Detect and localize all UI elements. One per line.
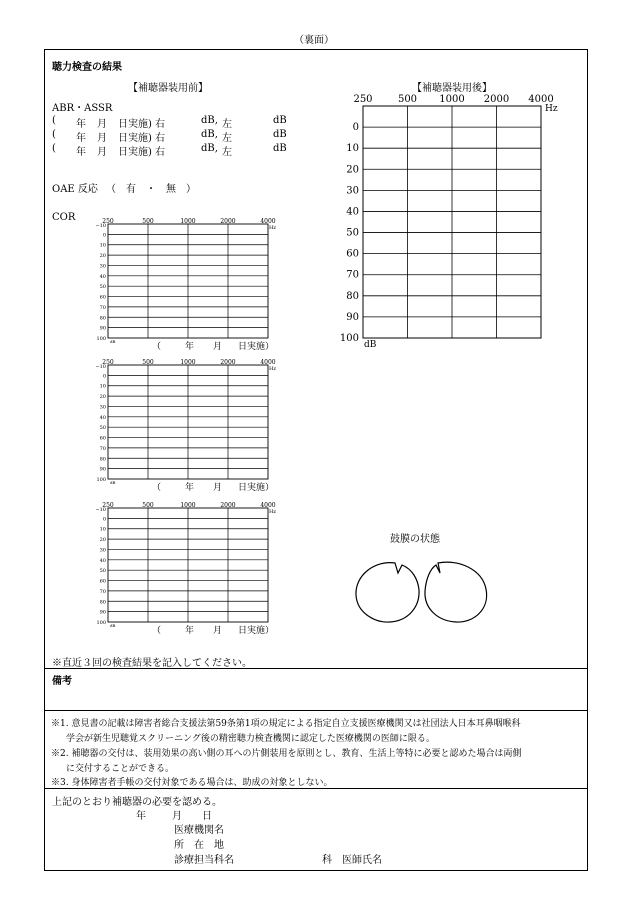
db-label: 50 <box>99 425 106 432</box>
divider-remarks-bottom <box>44 710 587 711</box>
db-label: 70 <box>99 588 106 595</box>
date-line-text: （ <box>152 483 162 493</box>
db-label: 30 <box>99 404 106 411</box>
note-line: ※1. 意見書の記載は障害者総合支援法第59条第1項の規定による指定自立支援医療機関又は社団法人日本耳鼻咽喉科 <box>51 719 521 729</box>
db-label: 30 <box>99 547 106 554</box>
abr-year: 年 <box>76 133 86 144</box>
abr-month: 月 <box>97 147 107 158</box>
date-line-text: （ <box>152 626 162 636</box>
db-label: 10 <box>99 526 106 533</box>
abr-year: 年 <box>76 147 86 158</box>
abr-label: ABR・ASSR <box>52 103 113 114</box>
abr-month: 月 <box>97 133 107 144</box>
before-heading: 【補聴器装用前】 <box>128 83 208 94</box>
db-label: 100 <box>96 620 106 626</box>
abr-right: 右 <box>155 133 165 144</box>
freq-label: 4000 <box>528 94 554 105</box>
freq-label: 1000 <box>180 359 196 366</box>
abr-db-left: dB <box>273 143 287 154</box>
freq-label: 500 <box>142 359 154 366</box>
db-label: 50 <box>99 284 106 291</box>
approval-text: 上記のとおり補聴器の必要を認める。 <box>52 797 222 808</box>
section-title: 聴力検査の結果 <box>52 62 122 73</box>
db-label: 20 <box>346 164 359 176</box>
remarks-label: 備考 <box>52 676 72 687</box>
note-line: ※3. 身体障害者手帳の交付対象である場合は、助成の対象としない。 <box>51 778 333 788</box>
freq-label: 250 <box>102 502 114 509</box>
cor-audiogram-3 <box>90 500 290 640</box>
db-label: 20 <box>99 394 106 401</box>
db-label: 40 <box>99 273 106 280</box>
sign-month: 月 <box>172 811 182 822</box>
db-label: 90 <box>99 325 106 332</box>
db-label: 90 <box>99 609 106 616</box>
date-line-text: 月 <box>213 626 223 636</box>
freq-label: 250 <box>353 94 373 105</box>
db-label: 0 <box>102 373 106 380</box>
note-line: ※2. 補聴器の交付は、装用効果の高い側の耳への片側装用を原則とし、教育、生活上等特に必要と認めた場合は両側 <box>51 749 522 759</box>
eardrum-diagram <box>350 555 520 630</box>
db-label: 10 <box>99 383 106 390</box>
db-unit: dB <box>110 480 116 485</box>
abr-left: 左 <box>222 147 232 158</box>
abr-db-left: dB <box>273 129 287 140</box>
freq-label: 1000 <box>439 94 465 105</box>
abr-db-right: dB, <box>201 129 218 140</box>
db-label: 10 <box>346 143 359 155</box>
db-label: 20 <box>99 537 106 544</box>
db-label: 10 <box>99 242 106 249</box>
db-label: 50 <box>99 568 106 575</box>
freq-label: 2000 <box>483 94 510 105</box>
date-line-text: 日実施） <box>238 483 275 493</box>
freq-label: 500 <box>397 94 418 105</box>
abr-date: 日実施) <box>118 147 152 158</box>
page-label: （裏面） <box>294 35 334 46</box>
eardrum-right-outline <box>356 563 419 622</box>
db-label: 80 <box>99 456 106 463</box>
db-label: 60 <box>99 294 106 301</box>
abr-open: ( <box>52 129 56 140</box>
db-label: 100 <box>96 477 106 483</box>
db-label: 70 <box>99 304 106 311</box>
instruction-note: ※直近３回の検査結果を記入してください。 <box>52 658 252 669</box>
date-line-text: 年 <box>185 342 195 352</box>
db-label: −10 <box>95 364 106 370</box>
db-label: 30 <box>346 185 359 197</box>
db-label: 80 <box>346 290 359 302</box>
freq-label: 500 <box>142 502 154 509</box>
abr-open: ( <box>52 115 56 126</box>
db-label: 90 <box>346 311 359 323</box>
date-line-text: 年 <box>185 626 195 636</box>
eardrum-label: 鼓膜の状態 <box>390 534 440 545</box>
hz-unit: Hz <box>269 509 276 515</box>
abr-right: 右 <box>155 119 165 130</box>
oae-label: OAE 反応 <box>52 184 98 195</box>
db-label: 40 <box>346 206 359 218</box>
db-label: 80 <box>99 599 106 606</box>
db-label: 30 <box>99 263 106 270</box>
sign-year: 年 <box>136 811 146 822</box>
freq-label: 1000 <box>180 218 196 225</box>
oae-options: （ 有 ・ 無 ） <box>106 184 196 195</box>
hz-unit: Hz <box>269 225 276 231</box>
sign-day: 日 <box>202 811 212 822</box>
abr-month: 月 <box>97 119 107 130</box>
after-heading: 【補聴器装用後】 <box>412 83 492 94</box>
sign-doctor: 科 医師氏名 <box>322 855 382 866</box>
note-line: に交付することができる。 <box>66 764 175 774</box>
db-label: 100 <box>339 333 359 344</box>
hz-unit: Hz <box>545 104 558 114</box>
abr-right: 右 <box>155 147 165 158</box>
cor-audiogram-1 <box>90 216 290 356</box>
abr-db-right: dB, <box>201 143 218 154</box>
db-label: 40 <box>99 557 106 564</box>
abr-date: 日実施) <box>118 119 152 130</box>
eardrum-left-outline <box>425 562 487 622</box>
abr-db-left: dB <box>273 115 287 126</box>
db-unit: dB <box>110 623 116 628</box>
db-label: 60 <box>346 248 359 260</box>
db-label: 70 <box>346 269 359 281</box>
freq-label: 4000 <box>260 502 276 509</box>
db-label: −10 <box>95 223 106 229</box>
db-label: 20 <box>99 253 106 260</box>
freq-label: 2000 <box>220 218 236 225</box>
sign-institution: 医療機関名 <box>174 825 224 836</box>
date-line-text: 月 <box>213 342 223 352</box>
cor-label: COR <box>52 212 76 223</box>
freq-label: 2000 <box>220 359 236 366</box>
db-label: 50 <box>346 227 359 239</box>
db-label: 0 <box>352 122 359 134</box>
db-label: 90 <box>99 466 106 473</box>
db-label: 100 <box>96 336 106 342</box>
abr-date: 日実施) <box>118 133 152 144</box>
cor-audiogram-2 <box>90 357 290 497</box>
freq-label: 250 <box>102 359 114 366</box>
abr-open: ( <box>52 143 56 154</box>
freq-label: 250 <box>102 218 114 225</box>
db-label: 80 <box>99 315 106 322</box>
freq-label: 4000 <box>260 218 276 225</box>
db-label: 60 <box>99 435 106 442</box>
audiogram-after <box>335 92 575 352</box>
abr-left: 左 <box>222 119 232 130</box>
hz-unit: Hz <box>269 366 276 372</box>
sign-department: 診療担当科名 <box>174 855 234 866</box>
date-line-text: 年 <box>185 483 195 493</box>
note-line: 学会が新生児聴覚スクリーニング後の精密聴力検査機関に認定した医療機関の医師に限る。 <box>66 734 435 744</box>
divider-notes-bottom <box>44 788 587 789</box>
freq-label: 500 <box>142 218 154 225</box>
abr-left: 左 <box>222 133 232 144</box>
freq-label: 2000 <box>220 502 236 509</box>
db-unit: dB <box>110 339 116 344</box>
freq-label: 4000 <box>260 359 276 366</box>
db-unit: dB <box>364 340 377 350</box>
freq-label: 1000 <box>180 502 196 509</box>
abr-db-right: dB, <box>201 115 218 126</box>
date-line-text: （ <box>152 342 162 352</box>
db-label: 0 <box>102 232 106 239</box>
db-label: 70 <box>99 445 106 452</box>
date-line-text: 日実施） <box>238 626 275 636</box>
date-line-text: 日実施） <box>238 342 275 352</box>
db-label: −10 <box>95 507 106 513</box>
db-label: 40 <box>99 414 106 421</box>
sign-address: 所 在 地 <box>174 840 224 851</box>
abr-year: 年 <box>76 119 86 130</box>
date-line-text: 月 <box>213 483 223 493</box>
db-label: 0 <box>102 516 106 523</box>
db-label: 60 <box>99 578 106 585</box>
